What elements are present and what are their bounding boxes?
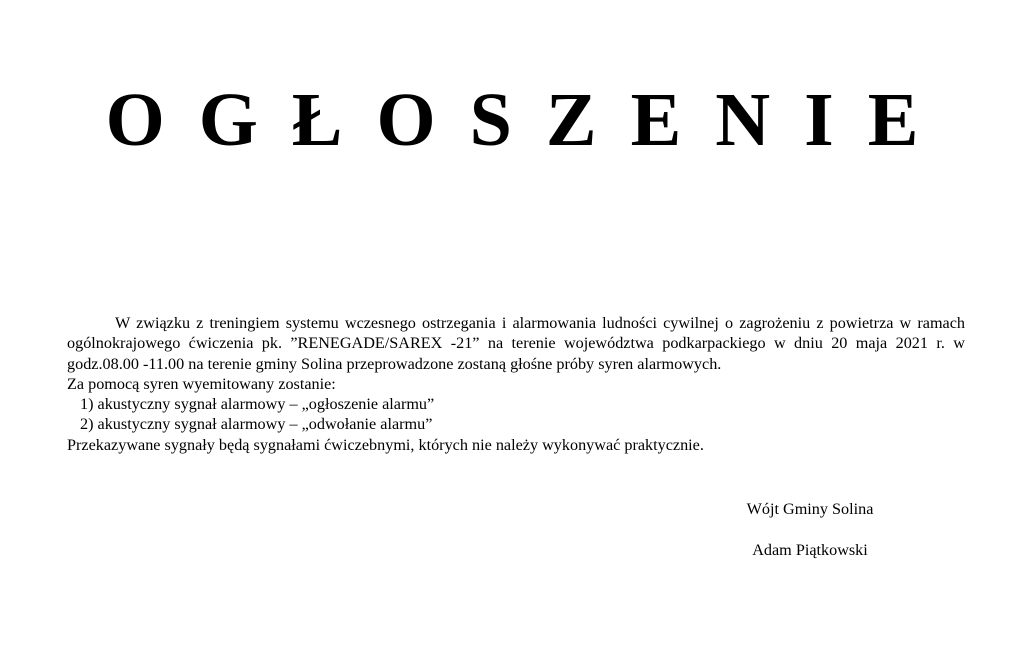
intro-line: Za pomocą syren wyemitowany zostanie: — [67, 374, 336, 393]
document-title: OGŁOSZENIE — [105, 78, 953, 162]
signature-role: Wójt Gminy Solina — [746, 500, 874, 518]
list-item: 1) akustyczny sygnał alarmowy – „ogłoszenie alarmu” — [80, 395, 435, 414]
document-body — [67, 313, 965, 455]
announcement-paragraph: W związku z treningiem systemu wczesnego ostrzegania i alarmowania ludności cywilnej o zagrożeniu z powietrza w ramach ogólnokrajowego ćwiczenia pk. ”RENEGADE/SAREX -21” na terenie województwa podkarpackiego w dniu 20 maja 2021 r. w godz.08.00 -11.00 na terenie gminy Solina przeprowadzone zostaną głośne próby syren alarmowych. — [67, 314, 965, 373]
list-item: 2) akustyczny sygnał alarmowy – „odwołanie alarmu” — [80, 415, 433, 434]
closing-line: Przekazywane sygnały będą sygnałami ćwiczebnymi, których nie należy wykonywać praktycznie. — [67, 435, 704, 454]
signature-name: Adam Piątkowski — [752, 541, 868, 559]
